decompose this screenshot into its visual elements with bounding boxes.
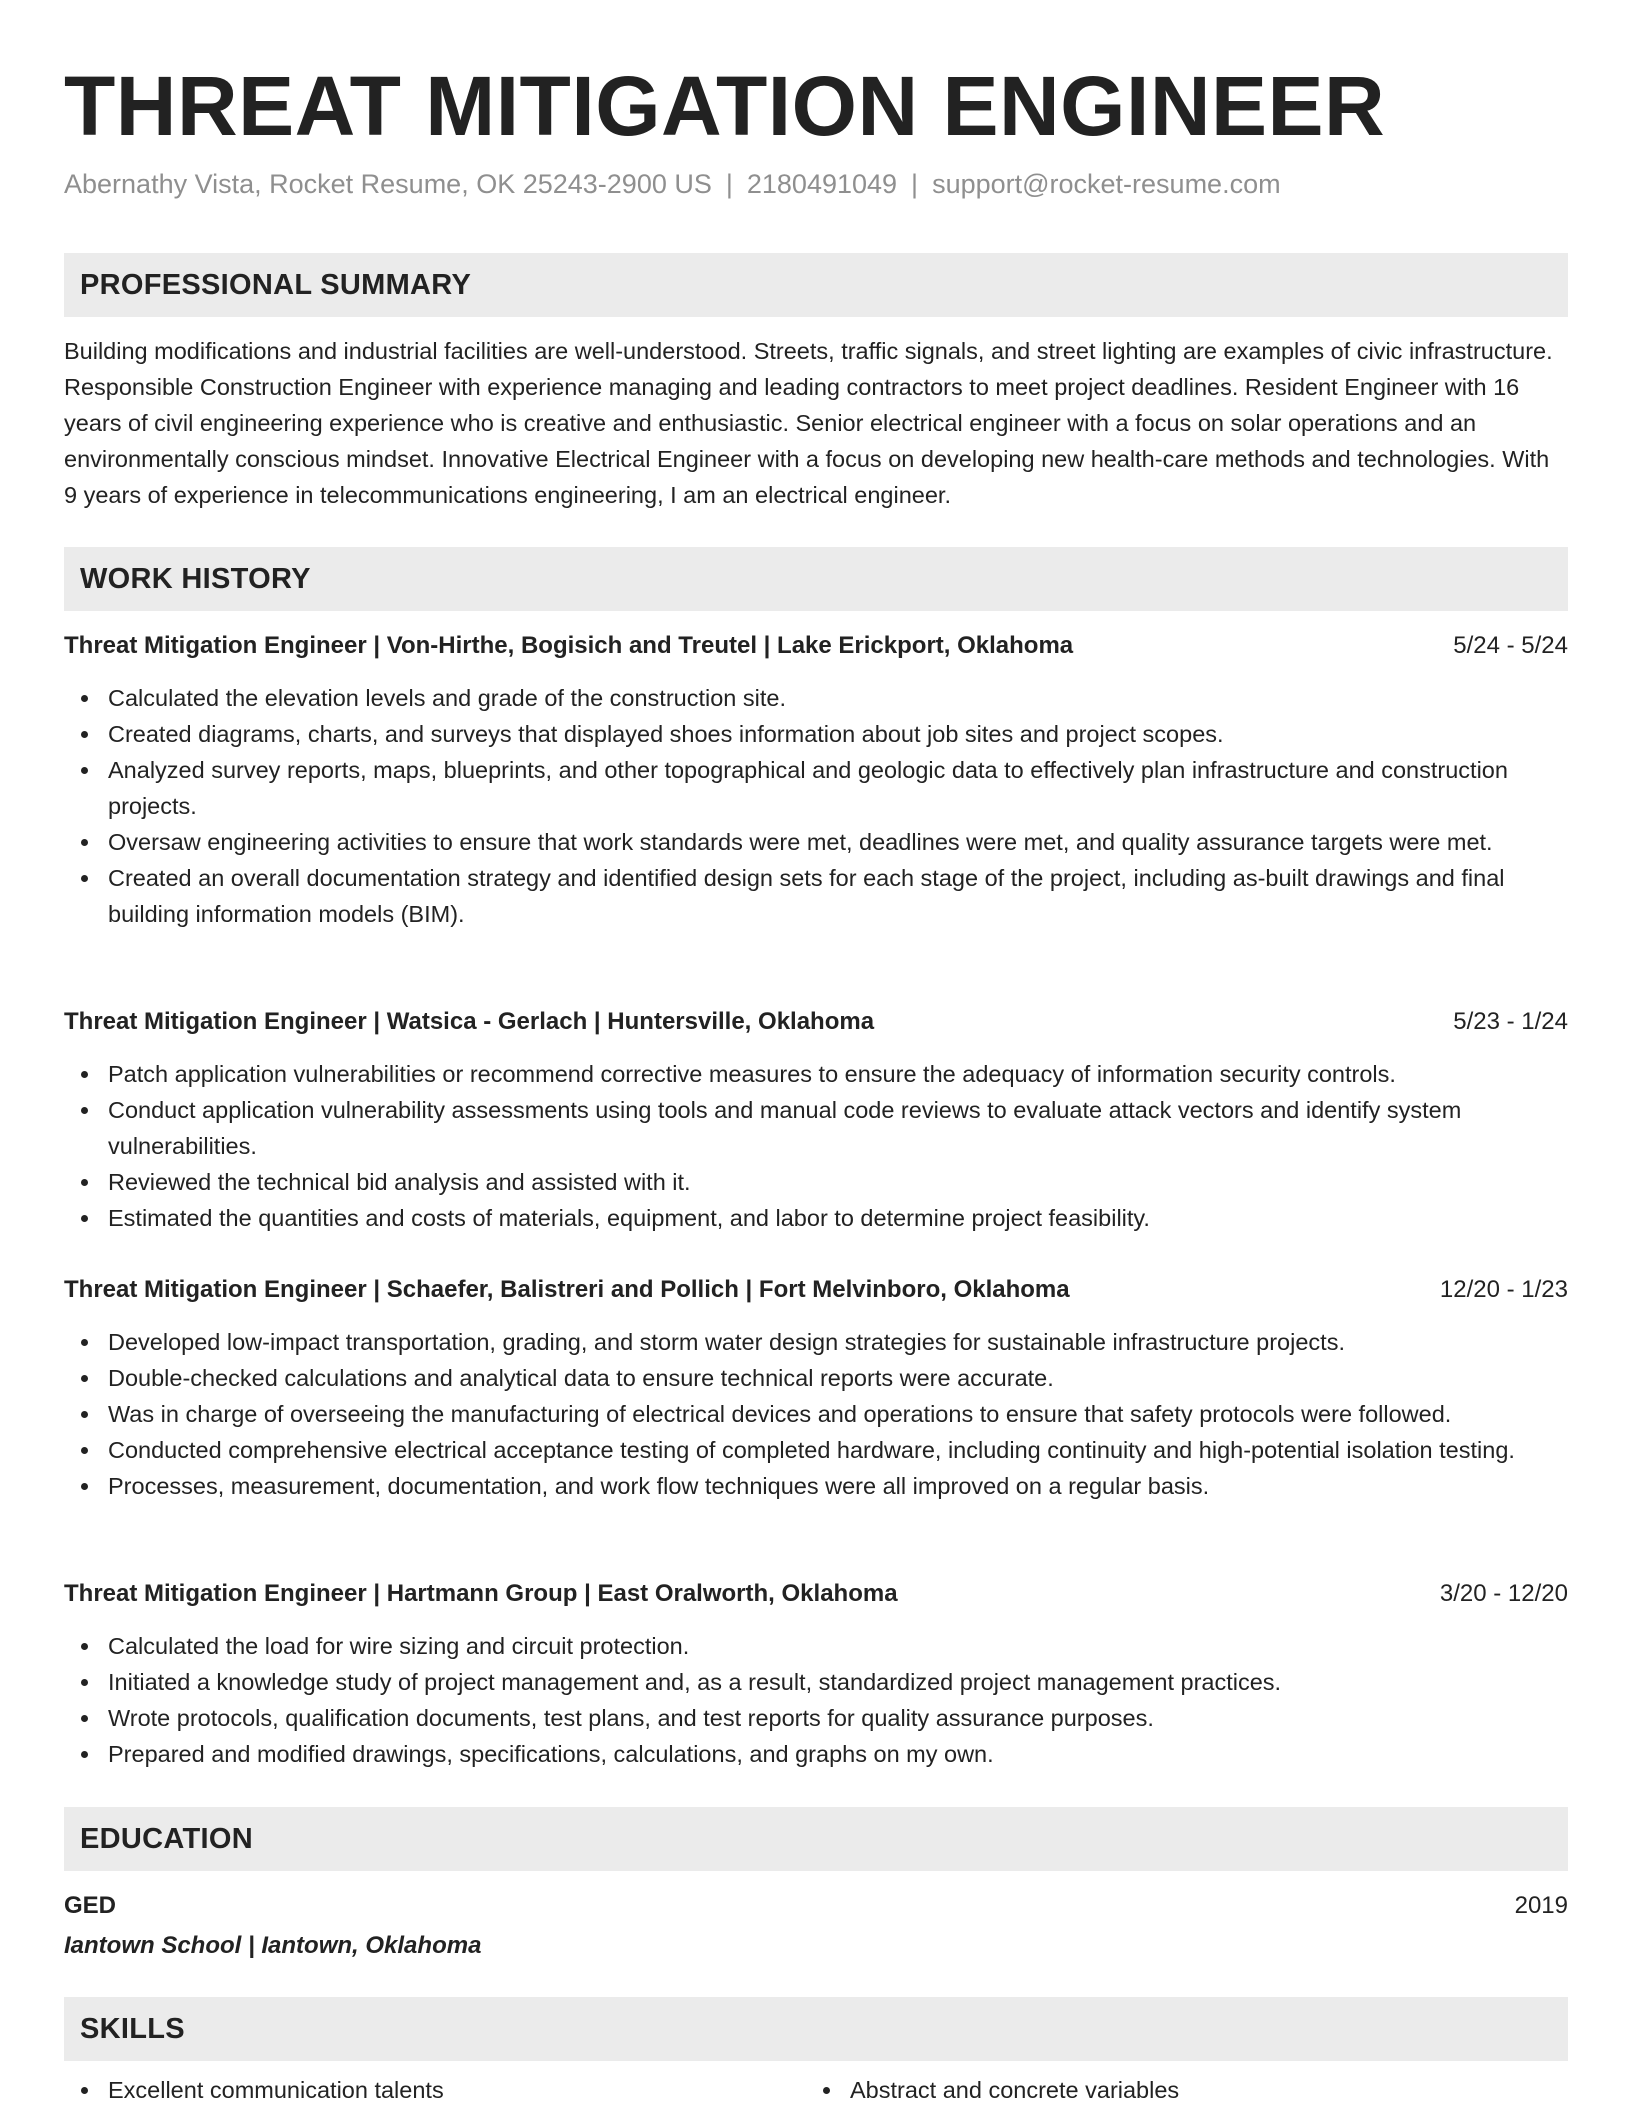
list-item: Created diagrams, charts, and surveys that displayed shoes information about job sites and project scopes. (64, 716, 1568, 752)
list-item: Conducted comprehensive electrical acceptance testing of completed hardware, including continuity and high-potential isolation testing. (64, 1432, 1568, 1468)
education-degree: GED (64, 1892, 117, 1919)
job-title: Threat Mitigation Engineer | Schaefer, Balistreri and Pollich | Fort Melvinboro, Oklahoma (64, 1276, 1070, 1303)
list-item: Initiated a knowledge study of project management and, as a result, standardized project management practices. (64, 1664, 1568, 1700)
list-item: Developed low-impact transportation, grading, and storm water design strategies for sustainable infrastructure projects. (64, 1324, 1568, 1360)
skills-column-left (64, 2072, 784, 2108)
professional-summary: Building modifications and industrial facilities are well-understood. Streets, traffic signals, and street lighting are examples of civic infrastructure. Responsible Construction Engineer with experience managing and leading contractors to meet project deadlines. Resident Engineer with 16 years of civil engineering experience who is creative and enthusiastic. Senior electrical engineer with a focus on solar operations and an environmentally conscious mindset. Innovative Electrical Engineer with a focus on developing new health-care methods and technologies. With 9 years of experience in telecommunications engineering, I am an electrical engineer. (64, 338, 1553, 508)
job-bullets (64, 1628, 1568, 1772)
job-dates: 12/20 - 1/23 (1439, 1276, 1568, 1303)
list-item: Calculated the elevation levels and grade of the construction site. (64, 680, 1568, 716)
section-header-skills (64, 1997, 1568, 2061)
job-entry (64, 1272, 1568, 1504)
section-title: PROFESSIONAL SUMMARY (80, 269, 472, 301)
skills-column-right (806, 2072, 1526, 2108)
job-bullets (64, 1324, 1568, 1504)
list-item: Created an overall documentation strategy and identified design sets for each stage of the project, including as-built drawings and final building information models (BIM). (64, 860, 1568, 932)
list-item: Reviewed the technical bid analysis and assisted with it. (64, 1164, 1568, 1200)
contact-line (64, 166, 1281, 202)
skill-item: Excellent communication talents (64, 2072, 784, 2108)
section-header-summary (64, 253, 1568, 317)
section-header-work-history (64, 547, 1568, 611)
job-dates: 3/20 - 12/20 (1439, 1580, 1568, 1607)
contact-separator: | (911, 169, 919, 199)
list-item: Processes, measurement, documentation, and work flow techniques were all improved on a regular basis. (64, 1468, 1568, 1504)
job-title: Threat Mitigation Engineer | Von-Hirthe, Bogisich and Treutel | Lake Erickport, Oklahoma (64, 632, 1074, 659)
job-title: Threat Mitigation Engineer | Hartmann Group | East Oralworth, Oklahoma (64, 1580, 898, 1607)
job-header (64, 628, 1568, 664)
section-title: EDUCATION (80, 1823, 253, 1855)
job-dates: 5/23 - 1/24 (1453, 1008, 1568, 1035)
list-item: Prepared and modified drawings, specifications, calculations, and graphs on my own. (64, 1736, 1568, 1772)
list-item: Conduct application vulnerability assessments using tools and manual code reviews to evaluate attack vectors and identify system vulnerabilities. (64, 1092, 1568, 1164)
contact-separator: | (725, 169, 733, 199)
job-header (64, 1576, 1568, 1612)
education-header (64, 1888, 1568, 1924)
list-item: Patch application vulnerabilities or recommend corrective measures to ensure the adequacy of information security controls. (64, 1056, 1568, 1092)
education-year: 2019 (1514, 1892, 1568, 1919)
job-title: Threat Mitigation Engineer | Watsica - Gerlach | Huntersville, Oklahoma (64, 1008, 875, 1035)
job-entry (64, 1004, 1568, 1236)
job-header (64, 1272, 1568, 1308)
contact-phone: 2180491049 (746, 169, 898, 199)
job-entry (64, 628, 1568, 932)
list-item: Double-checked calculations and analytical data to ensure technical reports were accurate. (64, 1360, 1568, 1396)
section-header-education (64, 1807, 1568, 1871)
job-bullets (64, 680, 1568, 932)
skills-list (64, 2072, 1568, 2112)
job-header (64, 1004, 1568, 1040)
job-bullets (64, 1056, 1568, 1236)
skill-item: Abstract and concrete variables (806, 2072, 1526, 2108)
list-item: Estimated the quantities and costs of materials, equipment, and labor to determine project feasibility. (64, 1200, 1568, 1236)
list-item: Calculated the load for wire sizing and circuit protection. (64, 1628, 1568, 1664)
candidate-title: THREAT MITIGATION ENGINEER (64, 59, 1386, 153)
education-school: Iantown School | Iantown, Oklahoma (64, 1932, 482, 1959)
list-item: Wrote protocols, qualification documents, test plans, and test reports for quality assurance purposes. (64, 1700, 1568, 1736)
list-item: Oversaw engineering activities to ensure that work standards were met, deadlines were met, and quality assurance targets were met. (64, 824, 1568, 860)
section-title: WORK HISTORY (80, 563, 311, 595)
list-item: Analyzed survey reports, maps, blueprints, and other topographical and geologic data to effectively plan infrastructure and construction projects. (64, 752, 1568, 824)
education-entry (64, 1888, 1568, 1964)
contact-email: support@rocket-resume.com (932, 169, 1281, 199)
job-dates: 5/24 - 5/24 (1453, 632, 1568, 659)
section-title: SKILLS (80, 2013, 185, 2045)
job-entry (64, 1576, 1568, 1772)
contact-address: Abernathy Vista, Rocket Resume, OK 25243-2900 US (64, 169, 712, 199)
list-item: Was in charge of overseeing the manufacturing of electrical devices and operations to ensure that safety protocols were followed. (64, 1396, 1568, 1432)
